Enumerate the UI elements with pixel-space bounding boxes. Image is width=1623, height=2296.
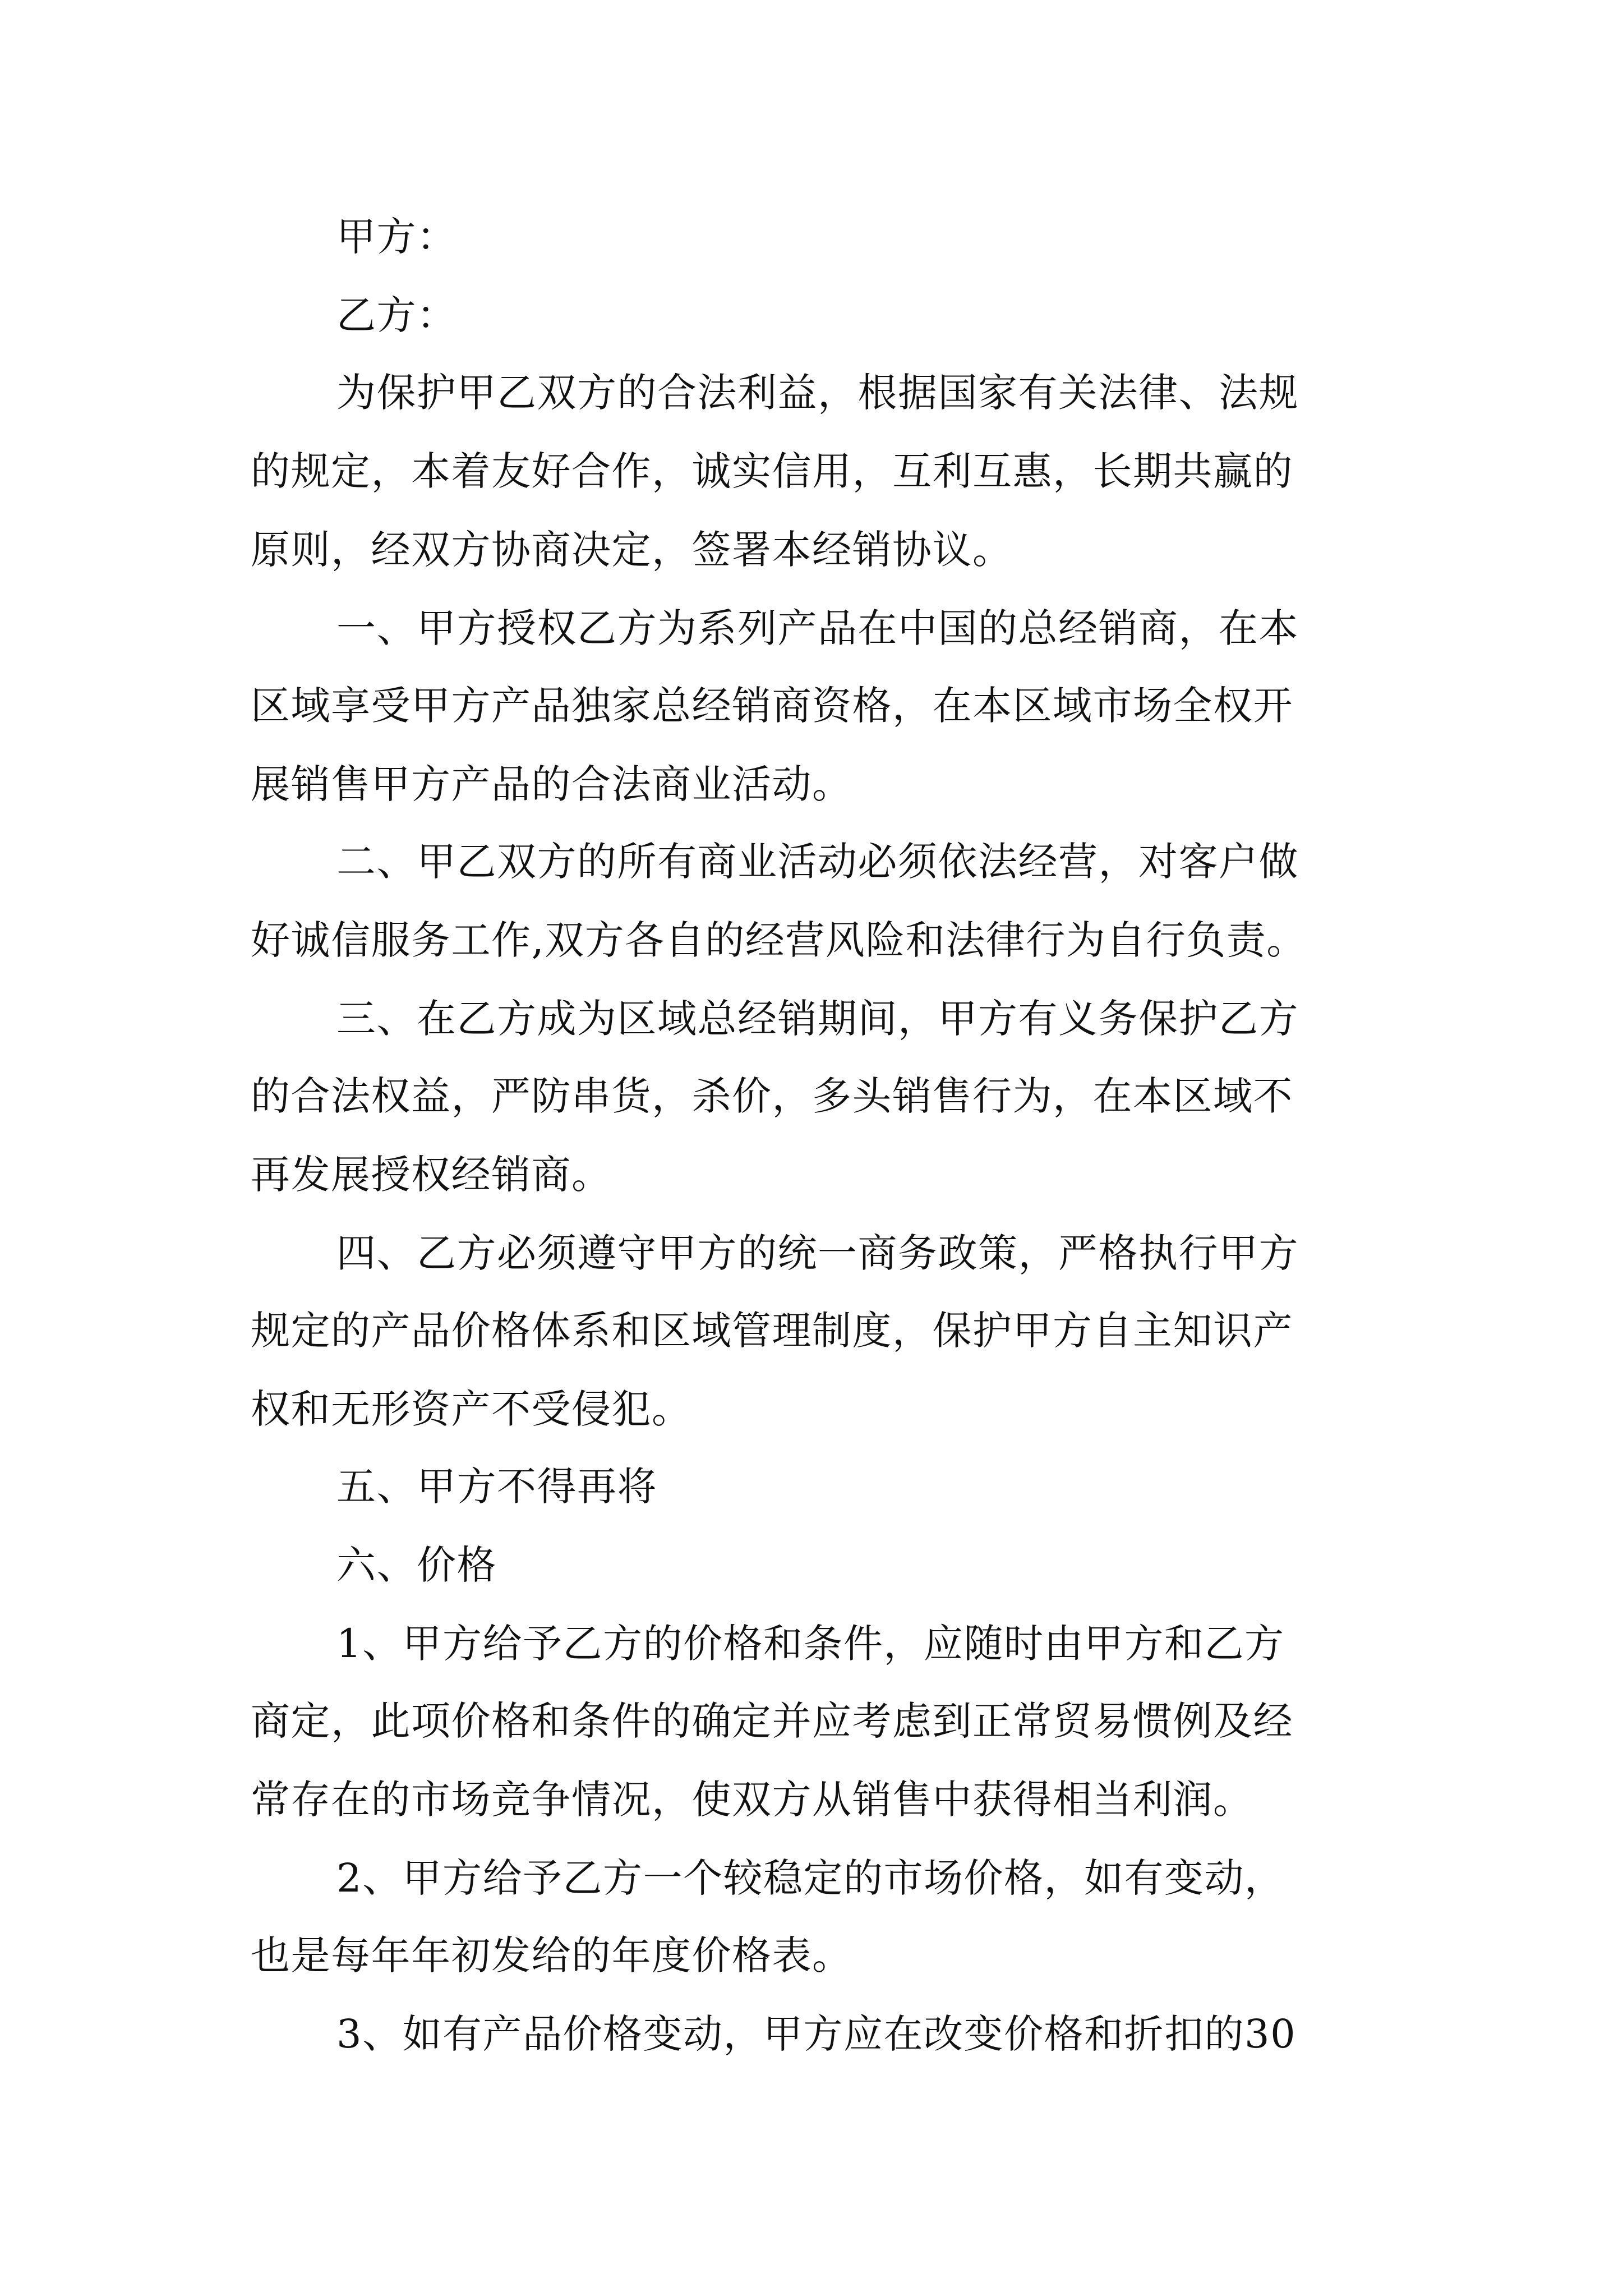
clause-3-line-1: 三、在乙方成为区域总经销期间，甲方有义务保护乙方 (336, 996, 1299, 1042)
price-item-1-line-3: 常存在的市场竞争情况，使双方从销售中获得相当利润。 (251, 1777, 1253, 1823)
price-item-2-line-2: 也是每年年初发给的年度价格表。 (251, 1932, 852, 1978)
price-item-1-line-1: 1、甲方给予乙方的价格和条件，应随时由甲方和乙方 (336, 1621, 1285, 1667)
clause-3-line-2: 的合法权益，严防串货，杀价，多头销售行为，在本区域不 (251, 1073, 1293, 1119)
price-item-1-line-2: 商定，此项价格和条件的确定并应考虑到正常贸易惯例及经 (251, 1698, 1293, 1744)
clause-3-line-3: 再发展授权经销商。 (251, 1152, 612, 1198)
clause-1-line-3: 展销售甲方产品的合法商业活动。 (251, 761, 852, 807)
preamble-line-2: 的规定，本着友好合作，诚实信用，互利互惠，长期共赢的 (251, 448, 1293, 494)
preamble-line-3: 原则，经双方协商决定，签署本经销协议。 (251, 527, 1013, 573)
preamble-line-1: 为保护甲乙双方的合法利益，根据国家有关法律、法规 (336, 370, 1299, 416)
party-b-label: 乙方： (336, 292, 457, 338)
clause-4-line-3: 权和无形资产不受侵犯。 (251, 1386, 692, 1432)
clause-2-line-2: 好诚信服务工作,双方各自的经营风险和法律行为自行负责。 (251, 917, 1307, 963)
clause-2-line-1: 二、甲乙双方的所有商业活动必须依法经营，对客户做 (336, 839, 1299, 885)
clause-6-heading: 六、价格 (336, 1542, 497, 1588)
clause-4-line-1: 四、乙方必须遵守甲方的统一商务政策，严格执行甲方 (336, 1230, 1299, 1276)
price-item-2-line-1: 2、甲方给予乙方一个较稳定的市场价格，如有变动， (336, 1855, 1285, 1901)
price-item-3-line-1: 3、如有产品价格变动，甲方应在改变价格和折扣的30 (336, 2011, 1297, 2057)
clause-1-line-1: 一、甲方授权乙方为系列产品在中国的总经销商，在本 (336, 605, 1299, 651)
clause-5-line-1: 五、甲方不得再将 (336, 1464, 657, 1510)
clause-1-line-2: 区域享受甲方产品独家总经销商资格，在本区域市场全权开 (251, 683, 1293, 729)
clause-4-line-2: 规定的产品价格体系和区域管理制度，保护甲方自主知识产 (251, 1308, 1293, 1354)
party-a-label: 甲方： (336, 214, 457, 260)
